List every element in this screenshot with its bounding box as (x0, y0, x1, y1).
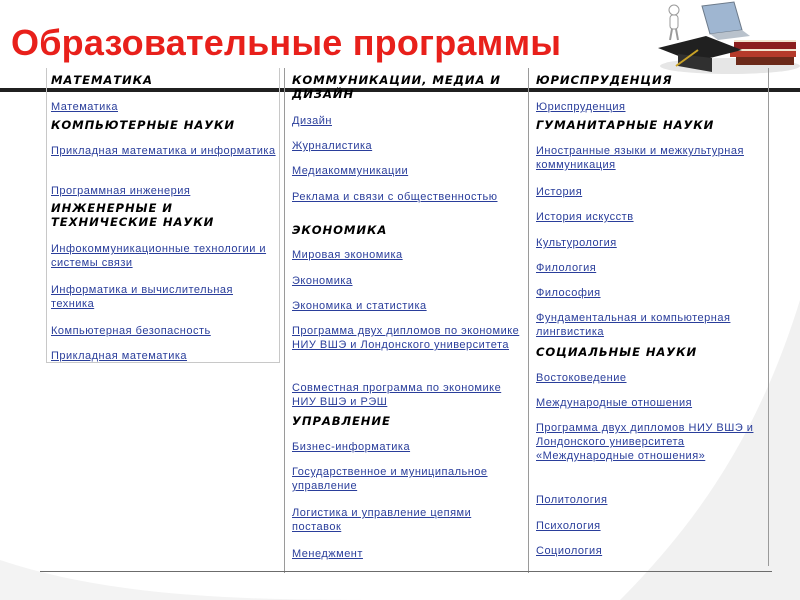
program-link[interactable]: Информатика и вычислительная техника (51, 284, 233, 310)
program-link[interactable]: Инфокоммуникационные технологии и системы связи (51, 243, 267, 269)
program-link[interactable]: Реклама и связи с общественностью (292, 191, 498, 203)
program-link[interactable]: Бизнес-информатика (292, 441, 411, 453)
section-heading: ЮРИСПРУДЕНЦИЯ (536, 73, 673, 87)
program-link[interactable]: Мировая экономика (292, 249, 403, 261)
program-link[interactable]: Политология (536, 494, 608, 506)
program-link[interactable]: Менеджмент (292, 548, 363, 560)
program-link[interactable]: Совместная программа по экономике НИУ ВШЭ и РЭШ (292, 382, 502, 408)
program-link[interactable]: Международные отношения (536, 397, 693, 409)
program-link[interactable]: История искусств (536, 211, 634, 223)
section-heading: ГУМАНИТАРНЫЕ НАУКИ (536, 118, 715, 132)
program-link[interactable]: Математика (51, 101, 118, 113)
program-link[interactable]: Юриспруденция (536, 101, 626, 113)
program-link[interactable]: Логистика и управление цепями поставок (292, 507, 472, 533)
section-heading: ИНЖЕНЕРНЫЕ И ТЕХНИЧЕСКИЕ НАУКИ (51, 201, 215, 229)
program-link[interactable]: Востоковедение (536, 372, 627, 384)
section-heading: СОЦИАЛЬНЫЕ НАУКИ (536, 345, 698, 359)
column-1 (46, 68, 280, 363)
program-link[interactable]: Государственное и муниципальное управление (292, 466, 488, 492)
program-link[interactable]: Журналистика (292, 140, 373, 152)
section-heading: ЭКОНОМИКА (292, 223, 388, 237)
page-title: Образовательные программы (11, 22, 562, 63)
program-link[interactable]: Медиакоммуникации (292, 165, 409, 177)
program-link[interactable]: Филология (536, 262, 597, 274)
program-link[interactable]: Дизайн (292, 115, 332, 127)
program-link[interactable]: Иностранные языки и межкультурная коммуникация (536, 145, 744, 171)
program-link[interactable]: Компьютерная безопасность (51, 325, 211, 337)
program-link[interactable]: Социология (536, 545, 603, 557)
program-link[interactable]: Фундаментальная и компьютерная лингвистика (536, 312, 731, 338)
section-heading: УПРАВЛЕНИЕ (292, 414, 391, 428)
section-heading: МАТЕМАТИКА (51, 73, 153, 87)
program-link[interactable]: Программная инженерия (51, 185, 191, 197)
section-heading: КОМПЬЮТЕРНЫЕ НАУКИ (51, 118, 236, 132)
column-divider (284, 68, 285, 573)
section-heading: КОММУНИКАЦИИ, МЕДИА И ДИЗАЙН (292, 73, 501, 101)
column-divider (768, 68, 769, 566)
column-2 (288, 68, 526, 573)
footer-rule (40, 571, 772, 572)
program-link[interactable]: Программа двух дипломов по экономике НИУ ВШЭ и Лондонского университета (292, 325, 520, 351)
column-divider (528, 68, 529, 573)
program-link[interactable]: Экономика и статистика (292, 300, 427, 312)
program-link[interactable]: Программа двух дипломов НИУ ВШЭ и Лондонского университета «Международные отношения» (536, 422, 754, 462)
program-link[interactable]: История (536, 186, 583, 198)
program-link[interactable]: Культурология (536, 237, 617, 249)
program-link[interactable]: Психология (536, 520, 601, 532)
program-link[interactable]: Прикладная математика (51, 350, 188, 362)
program-link[interactable]: Философия (536, 287, 601, 299)
program-link[interactable]: Прикладная математика и информатика (51, 145, 276, 157)
program-link[interactable]: Экономика (292, 275, 353, 287)
column-3 (532, 68, 768, 566)
